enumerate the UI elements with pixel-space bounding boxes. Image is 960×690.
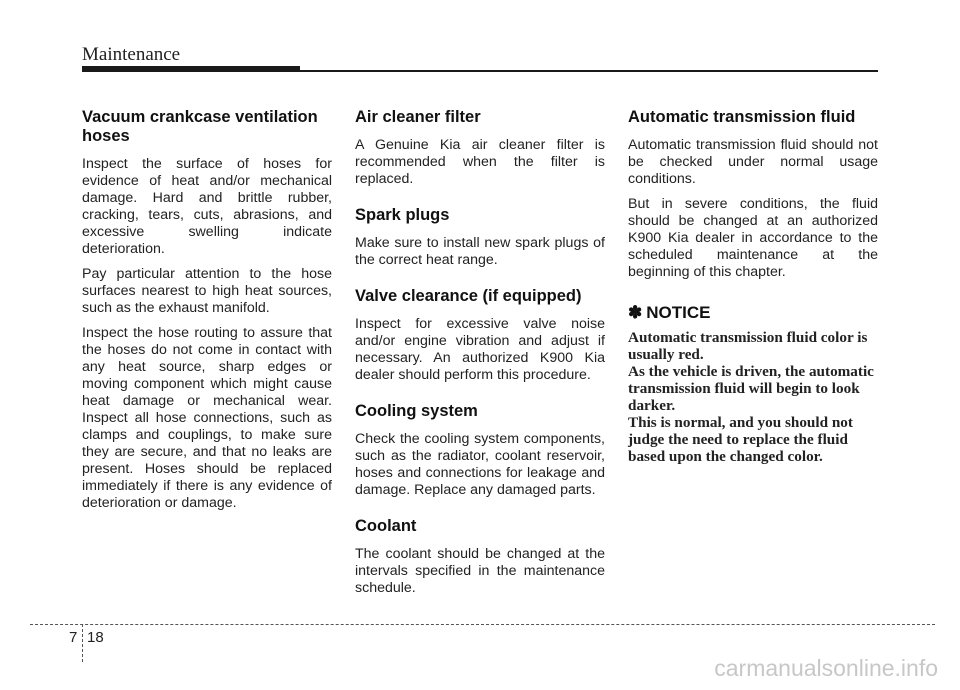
paragraph: But in severe conditions, the fluid should be changed at an authorized K900 Kia dealer in accordance to the scheduled maintenance at the beginning of this chapter.	[628, 196, 878, 280]
header-rule-thick	[82, 66, 300, 72]
notice-label: NOTICE	[646, 303, 711, 322]
column-transmission-fluid	[628, 108, 878, 465]
chapter-number: 7	[69, 629, 78, 646]
paragraph: Inspect for excessive valve noise and/or engine vibration and adjust if necessary. An authorized K900 Kia dealer should perform this procedure.	[355, 316, 605, 383]
heading-valve-clearance: Valve clearance (if equipped)	[355, 287, 582, 305]
paragraph: The coolant should be changed at the intervals specified in the maintenance schedule.	[355, 546, 605, 596]
paragraph: Inspect the hose routing to assure that the hoses do not come in contact with any heat source, sharp edges or moving component which might cause heat damage or mechanical wear. Inspect all hose connections, such as clamps and couplings, to make sure they are secure, and that no leaks are present. Hoses should be replaced immediately if there is any evidence of deterioration or damage.	[82, 325, 332, 511]
heading-coolant: Coolant	[355, 517, 417, 535]
heading-vacuum-hoses: Vacuum crankcase ventilation hoses	[82, 108, 318, 145]
column-vacuum-hoses	[82, 108, 332, 520]
notice-heading	[628, 303, 878, 323]
column-filters-cooling	[355, 108, 605, 615]
section-coolant	[355, 517, 605, 597]
notice-body	[628, 329, 878, 465]
page-section-title: Maintenance	[82, 44, 181, 65]
heading-spark-plugs: Spark plugs	[355, 206, 450, 224]
paragraph: Inspect the surface of hoses for evidence of heat and/or mechanical damage. Hard and brittle rubber, cracking, tears, cuts, abrasions, and excessive swelling indicate deterioration.	[82, 156, 332, 257]
header-rule-thin	[300, 70, 878, 72]
paragraph: Check the cooling system components, such as the radiator, coolant reservoir, hoses and connections for leakage and damage. Replace any damaged parts.	[355, 431, 605, 498]
heading-cooling-system: Cooling system	[355, 402, 478, 420]
notice-line: This is normal, and you should not judge the need to replace the fluid based upon the changed color.	[628, 414, 853, 465]
paragraph: Pay particular attention to the hose surfaces nearest to high heat sources, such as the exhaust manifold.	[82, 266, 332, 316]
notice-line: Automatic transmission fluid color is usually red.	[628, 329, 868, 363]
section-valve-clearance	[355, 287, 605, 384]
paragraph: A Genuine Kia air cleaner filter is recommended when the filter is replaced.	[355, 137, 605, 187]
section-air-cleaner	[355, 108, 605, 188]
footer-separator	[82, 624, 83, 662]
paragraph: Make sure to install new spark plugs of the correct heat range.	[355, 235, 605, 268]
page-number: 18	[87, 629, 104, 646]
section-spark-plugs	[355, 206, 605, 269]
paragraph: Automatic transmission fluid should not be checked under normal usage conditions.	[628, 137, 878, 187]
heading-transmission-fluid: Automatic transmission fluid	[628, 108, 856, 126]
asterisk-icon: ✽	[628, 303, 643, 322]
notice-line: As the vehicle is driven, the automatic transmission fluid will begin to look darker.	[628, 363, 874, 414]
section-cooling-system	[355, 402, 605, 499]
footer-rule	[30, 624, 935, 625]
heading-air-cleaner: Air cleaner filter	[355, 108, 481, 126]
watermark: carmanualsonline.info	[714, 655, 938, 681]
